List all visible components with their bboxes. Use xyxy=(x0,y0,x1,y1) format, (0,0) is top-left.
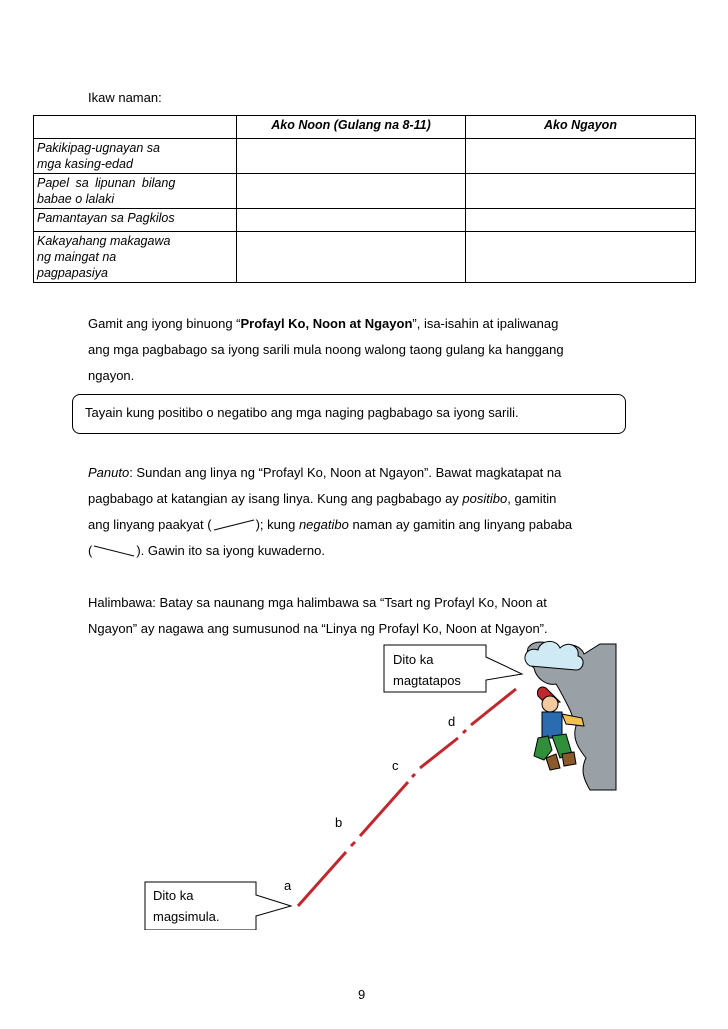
text-run: naman ay gamitin ang linyang pababa xyxy=(348,517,573,532)
answer-cell-ngayon[interactable] xyxy=(466,139,696,174)
segment-b-line xyxy=(360,782,408,836)
profile-line xyxy=(298,689,516,906)
answer-cell-noon[interactable] xyxy=(237,139,466,174)
paragraph-line xyxy=(88,486,668,512)
text-run: ). Gawin ito sa iyong kuwaderno. xyxy=(136,543,325,558)
segment-label-d: d xyxy=(448,714,456,729)
mountain-climber-icon xyxy=(525,641,616,790)
italic-word: negatibo xyxy=(298,517,349,532)
bold-title: Profayl Ko, Noon at Ngayon xyxy=(240,316,413,331)
start-callout-line: magsimula. xyxy=(153,909,220,924)
header-ako-ngayon: Ako Ngayon xyxy=(466,116,696,139)
row-label-line: Kakayahang makagawa xyxy=(37,234,171,248)
page-number: 9 xyxy=(358,987,366,1002)
panuto-paragraph xyxy=(88,460,668,564)
row-label-line: babae o lalaki xyxy=(37,192,115,206)
text-run: Gamit ang iyong binuong “ xyxy=(88,316,241,331)
answer-cell-ngayon[interactable] xyxy=(466,174,696,209)
paragraph-line: Halimbawa: Batay sa naunang mga halimbawa sa “Tsart ng Profayl Ko, Noon at xyxy=(88,595,547,610)
ascending-line-icon xyxy=(212,518,256,532)
row-label-line: ng maingat na xyxy=(37,250,117,264)
segment-gap-mark xyxy=(351,842,355,846)
text-run: ang linyang paakyat ( xyxy=(88,517,212,532)
paragraph-line xyxy=(88,512,668,538)
text-run: , gamitin xyxy=(507,491,557,506)
row-label-line: Pamantayan sa Pagkilos xyxy=(37,211,175,225)
text-run: pagbabago at katangian ay isang linya. Kung ang pagbabago ay xyxy=(88,491,463,506)
profile-table xyxy=(33,115,696,283)
descending-line-icon xyxy=(92,544,136,558)
table-row xyxy=(34,139,696,174)
answer-cell-noon[interactable] xyxy=(237,174,466,209)
paragraph-line: Ngayon” ay nagawa ang sumusunod na “Linya ng Profayl Ko, Noon at Ngayon”. xyxy=(88,621,548,636)
segment-a-line xyxy=(298,852,346,906)
answer-cell-noon[interactable] xyxy=(237,232,466,283)
paragraph-line: ang mga pagbabago sa iyong sarili mula noong walong taong gulang ka hanggang xyxy=(88,342,564,357)
row-label xyxy=(34,174,237,209)
start-callout xyxy=(145,882,291,930)
profile-line-diagram xyxy=(0,630,728,930)
text-run: : Sundan ang linya ng “Profayl Ko, Noon at Ngayon”. Bawat magkatapat na xyxy=(129,465,562,480)
text-run: ( xyxy=(88,543,93,558)
segment-label-c: c xyxy=(392,758,399,773)
text-run: ); kung xyxy=(255,517,299,532)
paragraph-line xyxy=(88,311,648,337)
row-label xyxy=(34,209,237,232)
answer-cell-ngayon[interactable] xyxy=(466,209,696,232)
end-callout-line: magtatapos xyxy=(393,673,461,688)
italic-word: positibo xyxy=(462,491,508,506)
paragraph-line: ngayon. xyxy=(88,368,135,383)
panuto-label: Panuto xyxy=(88,465,130,480)
intro-text: Ikaw naman: xyxy=(88,90,162,105)
segment-label-b: b xyxy=(335,815,343,830)
header-empty xyxy=(34,116,237,139)
start-callout-line: Dito ka xyxy=(153,888,194,903)
segment-c-line xyxy=(420,738,458,768)
table-row xyxy=(34,232,696,283)
row-label xyxy=(34,232,237,283)
table-header-row xyxy=(34,116,696,139)
segment-d-line xyxy=(471,689,516,725)
row-label-line: Papel sa lipunan bilang xyxy=(37,176,176,190)
header-ako-noon: Ako Noon (Gulang na 8-11) xyxy=(237,116,466,139)
row-label-line: Pakikipag-ugnayan sa xyxy=(37,141,160,155)
answer-cell-ngayon[interactable] xyxy=(466,232,696,283)
row-label xyxy=(34,139,237,174)
instruction-box: Tayain kung positibo o negatibo ang mga naging pagbabago sa iyong sarili. xyxy=(72,394,626,434)
segment-gap-mark xyxy=(412,774,415,777)
answer-cell-noon[interactable] xyxy=(237,209,466,232)
end-callout xyxy=(384,645,522,692)
table-row xyxy=(34,209,696,232)
text-run: ”, isa-isahin at ipaliwanag xyxy=(412,316,559,331)
table-row xyxy=(34,174,696,209)
paragraph-profayl xyxy=(88,311,648,389)
paragraph-line xyxy=(88,460,668,486)
row-label-line: mga kasing-edad xyxy=(37,157,133,171)
segment-gap-mark xyxy=(463,730,466,733)
row-label-line: pagpapasiya xyxy=(37,266,108,280)
end-callout-line: Dito ka xyxy=(393,652,434,667)
paragraph-line xyxy=(88,538,668,564)
segment-label-a: a xyxy=(284,878,292,893)
